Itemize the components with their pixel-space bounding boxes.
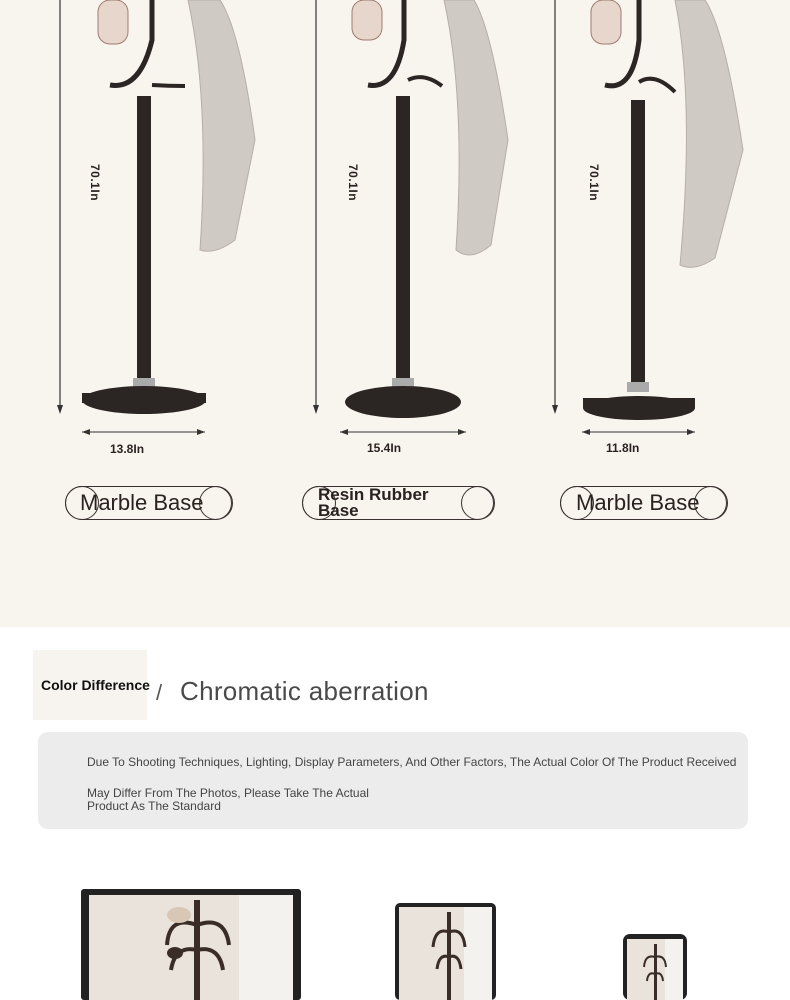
rack-1-illustration bbox=[40, 0, 290, 470]
badge-circle-right bbox=[461, 486, 495, 520]
notice-line-3: Product As The Standard bbox=[87, 799, 221, 813]
base-label-2: Resin Rubber Base bbox=[318, 485, 429, 520]
base-label-1: Marble Base bbox=[80, 490, 204, 515]
monitor-screen bbox=[89, 895, 293, 1000]
color-difference-title: Color Difference bbox=[41, 677, 150, 693]
width-label: 15.4In bbox=[367, 441, 402, 455]
height-label: 70.1In bbox=[587, 164, 601, 202]
badge-circle-right bbox=[199, 486, 233, 520]
height-label: 70.1In bbox=[88, 164, 102, 202]
coat-rack-photo-medium bbox=[399, 907, 492, 1000]
phone-preview bbox=[623, 934, 687, 1000]
rack-3-drawing bbox=[535, 0, 785, 470]
color-notice-box bbox=[38, 732, 748, 829]
phone-screen bbox=[627, 939, 683, 1000]
notice-line-1: Due To Shooting Techniques, Lighting, Display Parameters, And Other Factors, The Actual Color Of The Product Received bbox=[87, 755, 737, 769]
coat-rack-photo-small bbox=[627, 939, 683, 1000]
tablet-screen bbox=[399, 907, 492, 1000]
width-label: 13.8In bbox=[110, 442, 145, 456]
rack-2-drawing bbox=[296, 0, 546, 470]
width-label: 11.8In bbox=[606, 441, 640, 455]
coat-rack-photo-large bbox=[89, 895, 293, 1000]
base-label-3: Marble Base bbox=[576, 490, 700, 515]
rack-3-illustration bbox=[535, 0, 785, 470]
chromatic-aberration-heading: Chromatic aberration bbox=[180, 676, 429, 706]
notice-line-2: May Differ From The Photos, Please Take The Actual bbox=[87, 786, 369, 800]
monitor-preview bbox=[81, 889, 301, 1000]
height-label: 70.1In bbox=[346, 164, 360, 202]
tablet-preview bbox=[395, 903, 496, 1000]
rack-1-drawing bbox=[40, 0, 290, 470]
title-separator: / bbox=[156, 680, 163, 705]
rack-2-illustration bbox=[296, 0, 546, 470]
